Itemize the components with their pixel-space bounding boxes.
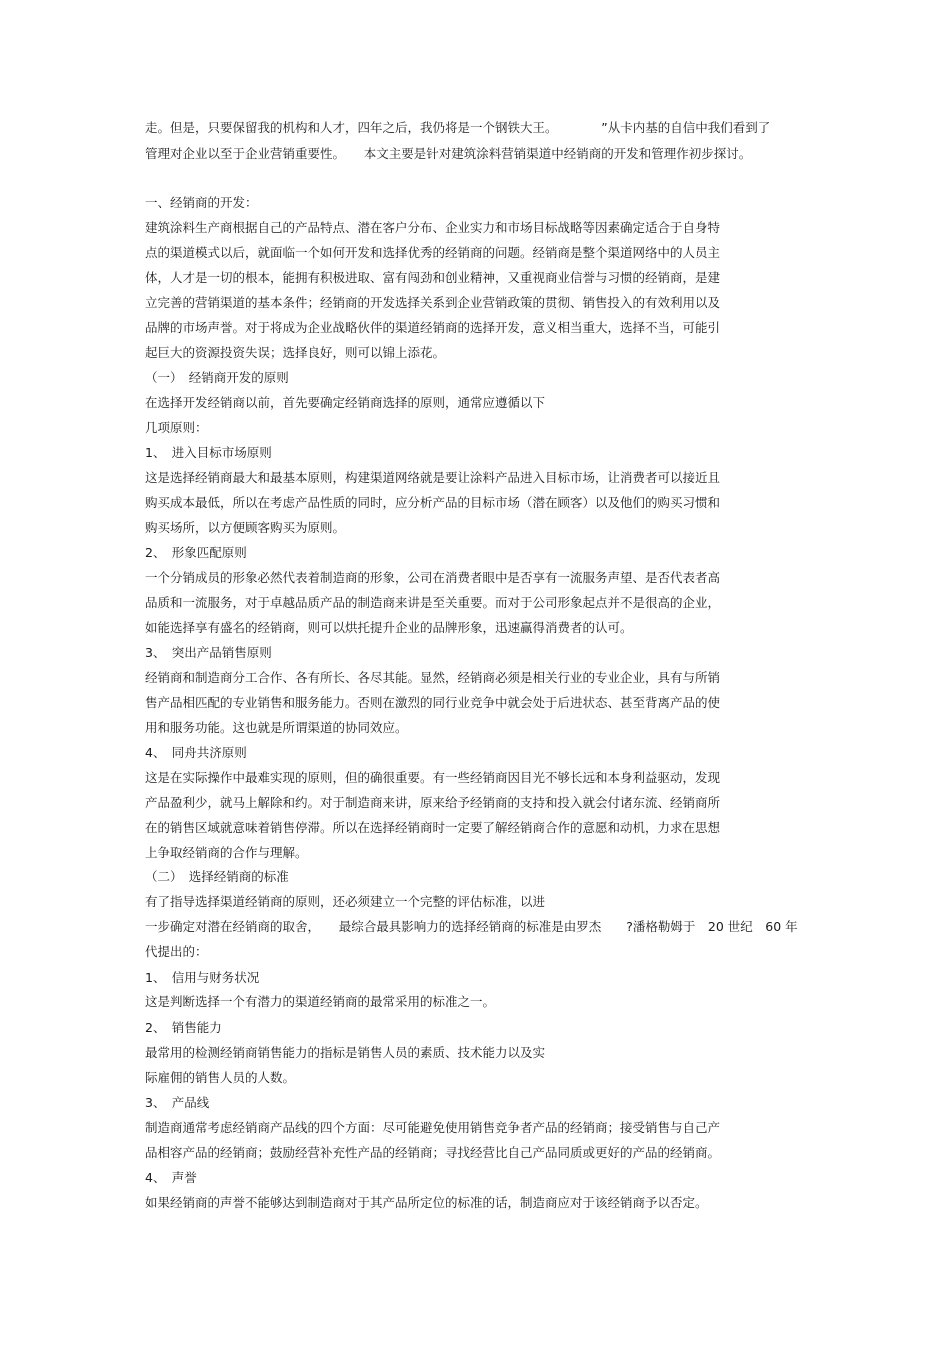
list-heading: 1、 进入目标市场原则 [145, 445, 272, 460]
text-line: 建筑涂料生产商根据自己的产品特点、潜在客户分布、企业实力和市场目标战略等因素确定适合于自身特 [145, 220, 721, 235]
text-line: 这是选择经销商最大和最基本原则，构建渠道网络就是要让涂料产品进入目标市场，让消费者可以接近且 [145, 470, 721, 485]
text-line: 如果经销商的声誉不能够达到制造商对于其产品所定位的标准的话，制造商应对于该经销商予以否定。 [145, 1195, 708, 1210]
list-heading: 3、 产品线 [145, 1095, 210, 1110]
text-line: 一步确定对潜在经销商的取舍， 最综合最具影响力的选择经销商的标准是由罗杰 ?潘格勒姆于 20 世纪 60 年 [145, 919, 798, 934]
text-line: 售产品相匹配的专业销售和服务能力。否则在激烈的同行业竞争中就会处于后进状态、甚至背离产品的使 [145, 695, 721, 710]
text-line: 走。但是，只要保留我的机构和人才，四年之后，我仍将是一个钢铁大王。 ”从卡内基的自信中我们看到了 [145, 120, 771, 135]
text-line: 经销商和制造商分工合作、各有所长、各尽其能。显然，经销商必须是相关行业的专业企业，具有与所销 [145, 670, 721, 685]
text-line: 几项原则： [145, 420, 208, 435]
text-line: 一个分销成员的形象必然代表着制造商的形象，公司在消费者眼中是否享有一流服务声望、是否代表者高 [145, 570, 721, 585]
list-heading: 2、 形象匹配原则 [145, 545, 247, 560]
text-line: 品相容产品的经销商；鼓励经营补充性产品的经销商；寻找经营比自己产品同质或更好的产品的经销商。 [145, 1145, 721, 1160]
list-heading: 4、 声誉 [145, 1170, 197, 1185]
text-line: 在的销售区域就意味着销售停滞。所以在选择经销商时一定要了解经销商合作的意愿和动机，力求在思想 [145, 820, 721, 835]
text-line: 购买成本最低，所以在考虑产品性质的同时，应分析产品的目标市场（潜在顾客）以及他们的购买习惯和 [145, 495, 721, 510]
subsection-heading: （一） 经销商开发的原则 [145, 370, 289, 385]
text-line: 有了指导选择渠道经销商的原则，还必须建立一个完整的评估标准，以进 [145, 894, 546, 909]
list-heading: 4、 同舟共济原则 [145, 745, 247, 760]
text-line: 这是判断选择一个有潜力的渠道经销商的最常采用的标准之一。 [145, 994, 496, 1009]
text-line: 最常用的检测经销商销售能力的指标是销售人员的素质、技术能力以及实 [145, 1045, 546, 1060]
text-line: 产品盈利少，就马上解除和约。对于制造商来讲，原来给予经销商的支持和投入就会付诸东流、经销商所 [145, 795, 721, 810]
text-line: 用和服务功能。这也就是所谓渠道的协同效应。 [145, 720, 408, 735]
text-line: 点的渠道模式以后，就面临一个如何开发和选择优秀的经销商的问题。经销商是整个渠道网络中的人员主 [145, 245, 721, 260]
subsection-heading: （二） 选择经销商的标准 [145, 869, 289, 884]
text-line: 这是在实际操作中最难实现的原则，但的确很重要。有一些经销商因目光不够长远和本身利益驱动，发现 [145, 770, 721, 785]
list-heading: 2、 销售能力 [145, 1020, 222, 1035]
text-line: 购买场所，以方便顾客购买为原则。 [145, 520, 346, 535]
text-line: 代提出的： [145, 944, 208, 959]
text-line: 在选择开发经销商以前，首先要确定经销商选择的原则，通常应遵循以下 [145, 395, 546, 410]
text-line: 品牌的市场声誉。对于将成为企业战略伙伴的渠道经销商的选择开发，意义相当重大，选择不当，可能引 [145, 320, 721, 335]
section-heading: 一、经销商的开发： [145, 195, 258, 210]
list-heading: 3、 突出产品销售原则 [145, 645, 272, 660]
text-line: 制造商通常考虑经销商产品线的四个方面：尽可能避免使用销售竞争者产品的经销商；接受销售与自己产 [145, 1120, 721, 1135]
text-line: 品质和一流服务，对于卓越品质产品的制造商来讲是至关重要。而对于公司形象起点并不是很高的企业， [145, 595, 721, 610]
text-line: 管理对企业以至于企业营销重要性。 本文主要是针对建筑涂料营销渠道中经销商的开发和管理作初步探讨。 [145, 146, 752, 161]
text-line: 上争取经销商的合作与理解。 [145, 845, 308, 860]
list-heading: 1、 信用与财务状况 [145, 970, 260, 985]
text-line: 立完善的营销渠道的基本条件；经销商的开发选择关系到企业营销政策的贯彻、销售投入的有效利用以及 [145, 295, 721, 310]
text-line: 如能选择享有盛名的经销商，则可以烘托提升企业的品牌形象，迅速赢得消费者的认可。 [145, 620, 633, 635]
text-line: 体，人才是一切的根本，能拥有积极进取、富有闯劲和创业精神，又重视商业信誉与习惯的经销商，是建 [145, 270, 721, 285]
text-line: 际雇佣的销售人员的人数。 [145, 1070, 296, 1085]
text-line: 起巨大的资源投资失误；选择良好，则可以锦上添花。 [145, 345, 446, 360]
